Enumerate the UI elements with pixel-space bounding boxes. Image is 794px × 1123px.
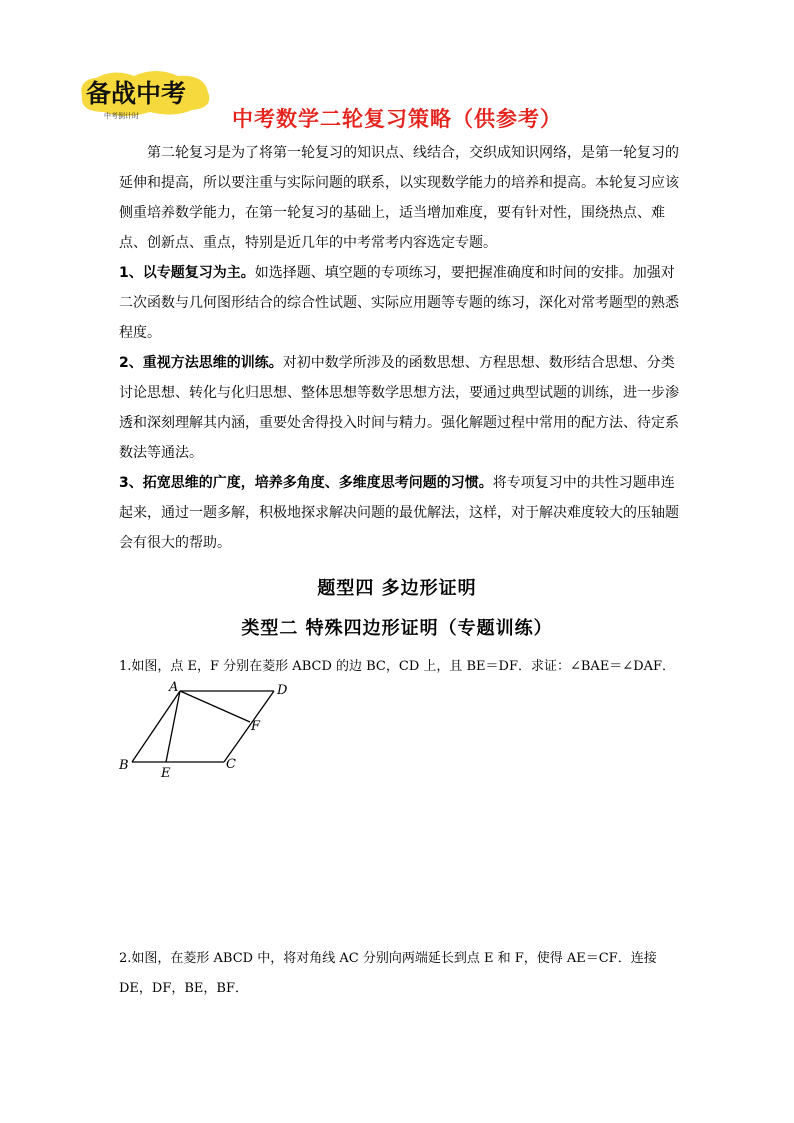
strategy-item-1 <box>119 258 679 348</box>
strategy-item-1-text: 如选择题、填空题的专项练习，要把握准确度和时间的安排。加强对二次函数与几何图形结合的综合性试题、实际应用题等专题的练习，深化对常考题型的熟悉程度。 <box>119 265 679 341</box>
segment-AF <box>180 691 250 722</box>
strategy-item-2-text: 对初中数学所涉及的函数思想、方程思想、数形结合思想、分类讨论思想、转化与化归思想、整体思想等数学思想方法，要通过典型试题的训练，进一步渗透和深刻理解其内涵，重要处舍得投入时间与精力。强化解题过程中常用的配方法、待定系数法等通法。 <box>119 355 679 461</box>
label-C: C <box>226 757 236 772</box>
page-title: 中考数学二轮复习策略（供参考） <box>232 107 562 131</box>
edge-DC <box>224 691 274 762</box>
question-2: 2.如图，在菱形 ABCD 中，将对角线 AC 分别向两端延长到点 E 和 F，使得 AE＝CF．连接 DE，DF，BE，BF． <box>119 951 657 996</box>
label-F: F <box>251 719 261 734</box>
logo-text: 备战中考 <box>86 79 187 108</box>
label-D: D <box>277 683 288 698</box>
strategy-item-3-text: 将专项复习中的共性习题串连起来，通过一题多解，积极地探求解决问题的最优解法，这样，对于解决难度较大的压轴题会有很大的帮助。 <box>119 475 679 551</box>
section-heading: 题型四 多边形证明 <box>317 578 477 599</box>
intro-section <box>119 138 679 558</box>
label-B: B <box>119 758 129 773</box>
intro-paragraph: 第二轮复习是为了将第一轮复习的知识点、线结合，交织成知识网络，是第一轮复习的延伸和提高，所以要注重与实际问题的联系，以实现数学能力的培养和提高。本轮复习应该侧重培养数学能力，在第一轮复习的基础上，适当增加难度，要有针对性，围绕热点、难点、创新点、重点，特别是近几年的中考常考内容选定专题。 <box>119 145 679 251</box>
question-1: 1.如图，点 E，F 分别在菱形 ABCD 的边 BC，CD 上，且 BE＝DF．求证：∠BAE＝∠DAF． <box>119 659 676 674</box>
subsection-heading: 类型二 特殊四边形证明（专题训练） <box>241 618 553 639</box>
logo-subtext: 中考倒计时 <box>104 112 139 120</box>
strategy-item-3 <box>119 468 679 558</box>
label-E: E <box>161 766 171 781</box>
strategy-item-1-title: 1、以专题复习为主。 <box>119 265 255 281</box>
label-A: A <box>169 680 179 695</box>
strategy-item-2 <box>119 348 679 468</box>
strategy-item-2-title: 2、重视方法思维的训练。 <box>119 355 283 371</box>
rhombus-figure <box>114 678 294 783</box>
strategy-item-3-title: 3、拓宽思维的广度，培养多角度、多维度思考问题的习惯。 <box>119 475 493 491</box>
